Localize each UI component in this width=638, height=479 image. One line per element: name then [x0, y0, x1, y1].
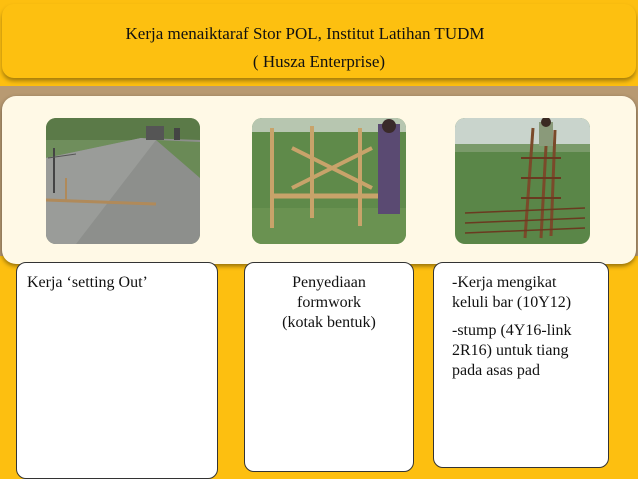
rebar-text-2: -stump (4Y16-link 2R16) untuk tiang pada asas pad	[452, 322, 572, 379]
rebar-text-1: -Kerja mengikat keluli bar (10Y12)	[452, 274, 572, 311]
formwork-card	[244, 262, 414, 472]
title-line-1: Kerja menaiktaraf Stor POL, Institut Latihan TUDM	[125, 24, 485, 43]
title-line-2: ( Husza Enterprise)	[252, 52, 386, 71]
formwork-photo	[252, 118, 406, 244]
rebar-card	[433, 262, 609, 468]
road-photo	[46, 118, 200, 244]
formwork-line-1: Penyediaan	[292, 274, 366, 291]
title-box	[2, 4, 636, 78]
rebar-photo	[455, 118, 590, 244]
setting-out-card	[16, 262, 218, 479]
setting-out-text: Kerja ‘setting Out’	[27, 274, 148, 291]
formwork-line-2: formwork	[297, 294, 361, 311]
formwork-line-3: (kotak bentuk)	[282, 314, 376, 331]
